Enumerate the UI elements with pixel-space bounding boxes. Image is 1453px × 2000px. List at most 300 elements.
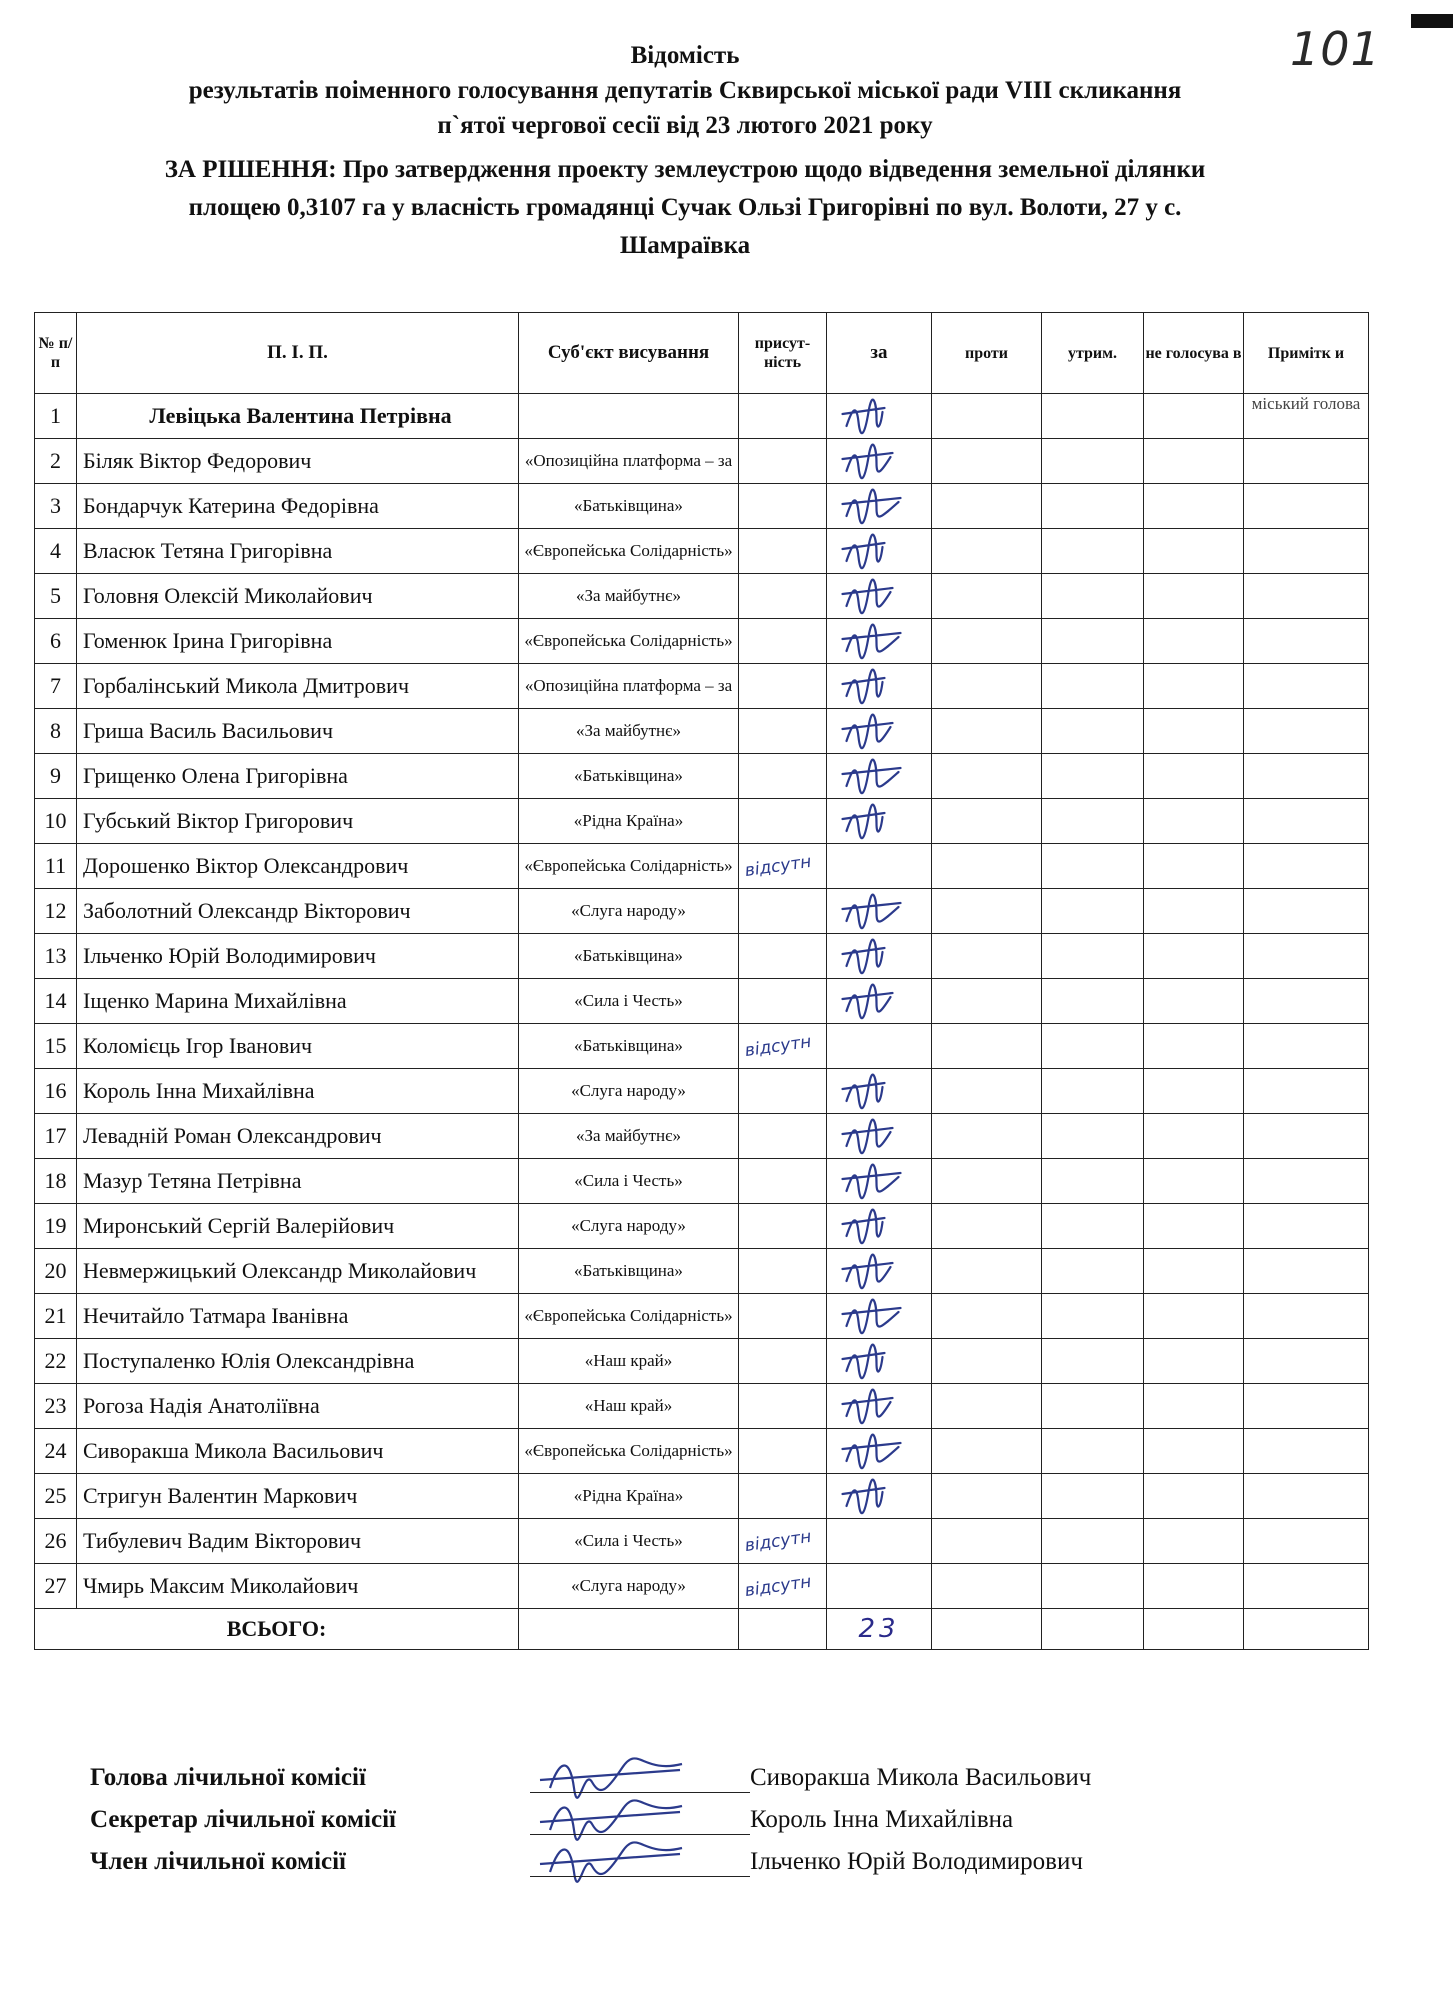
vote-against-cell xyxy=(932,664,1042,709)
nominating-party: «Слуга народу» xyxy=(519,1564,739,1609)
row-number: 2 xyxy=(35,439,77,484)
vote-for-cell xyxy=(827,754,932,799)
deputy-name: Головня Олексій Миколайович xyxy=(77,574,519,619)
vote-for-cell xyxy=(827,799,932,844)
table-row xyxy=(35,844,1369,889)
note-cell xyxy=(1244,1024,1369,1069)
table-row xyxy=(35,1429,1369,1474)
vote-for-cell xyxy=(827,574,932,619)
vote-for-cell xyxy=(827,1069,932,1114)
note-cell xyxy=(1244,1474,1369,1519)
not-voted-cell xyxy=(1144,1294,1244,1339)
presence-cell xyxy=(739,529,827,574)
note-cell: міський голова xyxy=(1244,394,1369,439)
table-row xyxy=(35,754,1369,799)
vote-abstain-cell xyxy=(1042,439,1144,484)
nominating-party: «Слуга народу» xyxy=(519,1069,739,1114)
vote-abstain-cell xyxy=(1042,934,1144,979)
table-row xyxy=(35,394,1369,439)
table-row xyxy=(35,664,1369,709)
table-row xyxy=(35,1204,1369,1249)
row-number: 13 xyxy=(35,934,77,979)
vote-abstain-cell xyxy=(1042,799,1144,844)
vote-abstain-cell xyxy=(1042,1429,1144,1474)
nominating-party: «Рідна Країна» xyxy=(519,799,739,844)
commission-row-member xyxy=(90,1842,1290,1884)
row-number: 20 xyxy=(35,1249,77,1294)
decision-text xyxy=(20,151,1350,265)
presence-cell xyxy=(739,574,827,619)
signature-line xyxy=(530,1876,750,1877)
note-cell xyxy=(1244,664,1369,709)
note-cell xyxy=(1244,799,1369,844)
row-number: 10 xyxy=(35,799,77,844)
presence-cell xyxy=(739,1519,827,1564)
vote-abstain-cell xyxy=(1042,709,1144,754)
deputy-name: Гоменюк Ірина Григорівна xyxy=(77,619,519,664)
note-cell xyxy=(1244,844,1369,889)
deputy-name: Грищенко Олена Григорівна xyxy=(77,754,519,799)
note-cell xyxy=(1244,439,1369,484)
commission-role: Член лічильної комісії xyxy=(90,1848,347,1875)
not-voted-cell xyxy=(1144,979,1244,1024)
note-cell xyxy=(1244,529,1369,574)
presence-cell xyxy=(739,1564,827,1609)
deputy-name: Ільченко Юрій Володимирович xyxy=(77,934,519,979)
row-number: 6 xyxy=(35,619,77,664)
row-number: 18 xyxy=(35,1159,77,1204)
note-cell xyxy=(1244,1159,1369,1204)
vote-abstain-cell xyxy=(1042,484,1144,529)
col-header-party: Суб'єкт висування xyxy=(519,313,739,394)
vote-against-cell xyxy=(932,1249,1042,1294)
deputy-name: Чмирь Максим Миколайович xyxy=(77,1564,519,1609)
row-number: 1 xyxy=(35,394,77,439)
deputy-name: Заболотний Олександр Вікторович xyxy=(77,889,519,934)
row-number: 4 xyxy=(35,529,77,574)
deputy-name: Бондарчук Катерина Федорівна xyxy=(77,484,519,529)
table-header-row xyxy=(35,313,1369,394)
presence-cell xyxy=(739,619,827,664)
deputy-name: Гриша Василь Васильович xyxy=(77,709,519,754)
decision-line-2: площею 0,3107 га у власність громадянці Сучак Ользі Григорівні по вул. Волоти, 27 у с. xyxy=(188,194,1182,221)
vote-for-cell xyxy=(827,394,932,439)
not-voted-cell xyxy=(1144,844,1244,889)
table-row xyxy=(35,1249,1369,1294)
presence-cell xyxy=(739,1159,827,1204)
vote-for-cell xyxy=(827,1519,932,1564)
vote-against-cell xyxy=(932,754,1042,799)
deputy-name: Власюк Тетяна Григорівна xyxy=(77,529,519,574)
vote-for-cell xyxy=(827,619,932,664)
table-row xyxy=(35,934,1369,979)
commission-member-name: Сиворакша Микола Васильович xyxy=(750,1764,1092,1791)
vote-abstain-cell xyxy=(1042,1114,1144,1159)
signature-line xyxy=(530,1834,750,1835)
nominating-party: «Європейська Солідарність» xyxy=(519,1294,739,1339)
vote-table-body xyxy=(35,394,1369,1609)
document-subtitle-line-2: п`ятої чергової сесії від 23 лютого 2021 року xyxy=(437,112,933,139)
deputy-name: Миронський Сергій Валерійович xyxy=(77,1204,519,1249)
nominating-party: «Батьківщина» xyxy=(519,754,739,799)
counting-commission xyxy=(90,1758,1290,1884)
table-row xyxy=(35,1069,1369,1114)
not-voted-cell xyxy=(1144,1474,1244,1519)
total-against-cell xyxy=(932,1609,1042,1650)
nominating-party: «Європейська Солідарність» xyxy=(519,1429,739,1474)
col-header-for: за xyxy=(827,313,932,394)
vote-abstain-cell xyxy=(1042,1069,1144,1114)
not-voted-cell xyxy=(1144,1384,1244,1429)
page-number: 101 xyxy=(1290,22,1381,76)
vote-table xyxy=(34,312,1369,1650)
deputy-name: Губський Віктор Григорович xyxy=(77,799,519,844)
vote-for-cell xyxy=(827,709,932,754)
row-number: 14 xyxy=(35,979,77,1024)
handwritten-absent-note: відсутн xyxy=(743,851,813,882)
vote-abstain-cell xyxy=(1042,979,1144,1024)
nominating-party: «За майбутнє» xyxy=(519,574,739,619)
nominating-party: «Опозиційна платформа – за xyxy=(519,439,739,484)
presence-cell xyxy=(739,844,827,889)
deputy-name: Поступаленко Юлія Олександрівна xyxy=(77,1339,519,1384)
note-cell xyxy=(1244,1564,1369,1609)
deputy-name: Дорошенко Віктор Олександрович xyxy=(77,844,519,889)
vote-against-cell xyxy=(932,979,1042,1024)
nominating-party: «Батьківщина» xyxy=(519,1249,739,1294)
table-row xyxy=(35,1384,1369,1429)
commission-member-name: Ільченко Юрій Володимирович xyxy=(750,1848,1083,1875)
vote-abstain-cell xyxy=(1042,1024,1144,1069)
presence-cell xyxy=(739,1204,827,1249)
nominating-party: «За майбутнє» xyxy=(519,1114,739,1159)
vote-against-cell xyxy=(932,484,1042,529)
vote-abstain-cell xyxy=(1042,619,1144,664)
not-voted-cell xyxy=(1144,1159,1244,1204)
vote-for-cell xyxy=(827,889,932,934)
vote-for-cell xyxy=(827,1294,932,1339)
presence-cell xyxy=(739,664,827,709)
table-row xyxy=(35,1294,1369,1339)
row-number: 7 xyxy=(35,664,77,709)
scan-edge-mark xyxy=(1411,14,1453,28)
presence-cell xyxy=(739,1429,827,1474)
vote-against-cell xyxy=(932,1384,1042,1429)
nominating-party: «Батьківщина» xyxy=(519,484,739,529)
presence-cell xyxy=(739,889,827,934)
vote-abstain-cell xyxy=(1042,1204,1144,1249)
nominating-party: «Наш край» xyxy=(519,1384,739,1429)
deputy-name: Король Інна Михайлівна xyxy=(77,1069,519,1114)
vote-abstain-cell xyxy=(1042,1339,1144,1384)
vote-for-cell xyxy=(827,1159,932,1204)
commission-role: Голова лічильної комісії xyxy=(90,1764,366,1791)
nominating-party: «Європейська Солідарність» xyxy=(519,844,739,889)
table-row xyxy=(35,799,1369,844)
presence-cell xyxy=(739,1474,827,1519)
vote-for-cell xyxy=(827,529,932,574)
deputy-name: Коломієць Ігор Іванович xyxy=(77,1024,519,1069)
not-voted-cell xyxy=(1144,1024,1244,1069)
vote-against-cell xyxy=(932,709,1042,754)
note-cell xyxy=(1244,754,1369,799)
vote-against-cell xyxy=(932,889,1042,934)
vote-abstain-cell xyxy=(1042,664,1144,709)
presence-cell xyxy=(739,1024,827,1069)
nominating-party: «Сила і Честь» xyxy=(519,979,739,1024)
vote-against-cell xyxy=(932,799,1042,844)
vote-for-cell xyxy=(827,439,932,484)
note-cell xyxy=(1244,1114,1369,1159)
vote-against-cell xyxy=(932,1564,1042,1609)
nominating-party: «Європейська Солідарність» xyxy=(519,529,739,574)
note-cell xyxy=(1244,619,1369,664)
vote-abstain-cell xyxy=(1042,1249,1144,1294)
vote-abstain-cell xyxy=(1042,844,1144,889)
vote-for-cell xyxy=(827,1249,932,1294)
presence-cell xyxy=(739,709,827,754)
table-row xyxy=(35,1564,1369,1609)
vote-for-cell xyxy=(827,1339,932,1384)
table-row xyxy=(35,1474,1369,1519)
presence-cell xyxy=(739,1294,827,1339)
presence-cell xyxy=(739,484,827,529)
table-row xyxy=(35,619,1369,664)
table-row xyxy=(35,484,1369,529)
document-subtitle-line-1: результатів поіменного голосування депутатів Сквирської міської ради VIII скликання xyxy=(188,77,1182,104)
note-cell xyxy=(1244,574,1369,619)
vote-abstain-cell xyxy=(1042,529,1144,574)
vote-for-cell xyxy=(827,979,932,1024)
vote-against-cell xyxy=(932,619,1042,664)
table-row xyxy=(35,1024,1369,1069)
table-row xyxy=(35,1114,1369,1159)
table-row xyxy=(35,1159,1369,1204)
row-number: 22 xyxy=(35,1339,77,1384)
note-cell xyxy=(1244,934,1369,979)
not-voted-cell xyxy=(1144,484,1244,529)
presence-cell xyxy=(739,394,827,439)
row-number: 24 xyxy=(35,1429,77,1474)
vote-abstain-cell xyxy=(1042,889,1144,934)
presence-cell xyxy=(739,799,827,844)
nominating-party: «Сила і Честь» xyxy=(519,1159,739,1204)
row-number: 8 xyxy=(35,709,77,754)
commission-row-secretary xyxy=(90,1800,1290,1842)
presence-cell xyxy=(739,1114,827,1159)
vote-against-cell xyxy=(932,844,1042,889)
vote-for-cell xyxy=(827,484,932,529)
note-cell xyxy=(1244,1384,1369,1429)
nominating-party: «За майбутнє» xyxy=(519,709,739,754)
decision-line-1: ЗА РІШЕННЯ: Про затвердження проекту землеустрою щодо відведення земельної ділянки xyxy=(164,156,1206,183)
vote-against-cell xyxy=(932,1294,1042,1339)
vote-against-cell xyxy=(932,1204,1042,1249)
deputy-name: Невмержицький Олександр Миколайович xyxy=(77,1249,519,1294)
vote-abstain-cell xyxy=(1042,574,1144,619)
nominating-party: «Європейська Солідарність» xyxy=(519,619,739,664)
row-number: 12 xyxy=(35,889,77,934)
vote-against-cell xyxy=(932,1474,1042,1519)
vote-against-cell xyxy=(932,394,1042,439)
note-cell xyxy=(1244,1204,1369,1249)
row-number: 9 xyxy=(35,754,77,799)
not-voted-cell xyxy=(1144,1069,1244,1114)
note-cell xyxy=(1244,979,1369,1024)
vote-for-cell xyxy=(827,844,932,889)
table-row xyxy=(35,529,1369,574)
row-number: 3 xyxy=(35,484,77,529)
deputy-name: Іщенко Марина Михайлівна xyxy=(77,979,519,1024)
not-voted-cell xyxy=(1144,1519,1244,1564)
col-header-abstain: утрим. xyxy=(1042,313,1144,394)
row-number: 17 xyxy=(35,1114,77,1159)
total-for-value: 23 xyxy=(827,1609,932,1650)
deputy-name: Стригун Валентин Маркович xyxy=(77,1474,519,1519)
row-number: 11 xyxy=(35,844,77,889)
note-cell xyxy=(1244,1519,1369,1564)
vote-against-cell xyxy=(932,1069,1042,1114)
vote-against-cell xyxy=(932,1114,1042,1159)
deputy-name: Левадній Роман Олександрович xyxy=(77,1114,519,1159)
nominating-party xyxy=(519,394,739,439)
row-number: 16 xyxy=(35,1069,77,1114)
presence-cell xyxy=(739,439,827,484)
not-voted-cell xyxy=(1144,1564,1244,1609)
handwritten-absent-note: відсутн xyxy=(743,1571,813,1602)
vote-for-cell xyxy=(827,1429,932,1474)
vote-abstain-cell xyxy=(1042,1564,1144,1609)
vote-against-cell xyxy=(932,1339,1042,1384)
note-cell xyxy=(1244,1294,1369,1339)
deputy-name: Біляк Віктор Федорович xyxy=(77,439,519,484)
vote-abstain-cell xyxy=(1042,754,1144,799)
deputy-name: Сиворакша Микола Васильович xyxy=(77,1429,519,1474)
nominating-party: «Сила і Честь» xyxy=(519,1519,739,1564)
row-number: 5 xyxy=(35,574,77,619)
deputy-name: Нечитайло Татмара Іванівна xyxy=(77,1294,519,1339)
vote-abstain-cell xyxy=(1042,1474,1144,1519)
vote-against-cell xyxy=(932,1519,1042,1564)
row-number: 21 xyxy=(35,1294,77,1339)
note-cell xyxy=(1244,709,1369,754)
not-voted-cell xyxy=(1144,1249,1244,1294)
document-header xyxy=(20,38,1350,265)
not-voted-cell xyxy=(1144,1204,1244,1249)
vote-for-cell xyxy=(827,664,932,709)
deputy-name: Рогоза Надія Анатоліївна xyxy=(77,1384,519,1429)
deputy-name: Левіцька Валентина Петрівна xyxy=(77,394,519,439)
note-cell xyxy=(1244,1249,1369,1294)
row-number: 27 xyxy=(35,1564,77,1609)
note-cell xyxy=(1244,484,1369,529)
row-number: 19 xyxy=(35,1204,77,1249)
not-voted-cell xyxy=(1144,1339,1244,1384)
vote-for-cell xyxy=(827,1564,932,1609)
handwritten-absent-note: відсутн xyxy=(743,1031,813,1062)
col-header-notes: Примітк и xyxy=(1244,313,1369,394)
nominating-party: «Батьківщина» xyxy=(519,1024,739,1069)
vote-for-cell xyxy=(827,1474,932,1519)
note-cell xyxy=(1244,1339,1369,1384)
commission-row-chair xyxy=(90,1758,1290,1800)
total-label: ВСЬОГО: xyxy=(35,1609,519,1650)
vote-for-cell xyxy=(827,934,932,979)
vote-against-cell xyxy=(932,1429,1042,1474)
not-voted-cell xyxy=(1144,1114,1244,1159)
vote-against-cell xyxy=(932,934,1042,979)
document-title: Відомість xyxy=(630,42,740,69)
nominating-party: «Слуга народу» xyxy=(519,889,739,934)
nominating-party: «Батьківщина» xyxy=(519,934,739,979)
not-voted-cell xyxy=(1144,754,1244,799)
not-voted-cell xyxy=(1144,934,1244,979)
vote-for-cell xyxy=(827,1024,932,1069)
handwritten-absent-note: відсутн xyxy=(743,1526,813,1557)
not-voted-cell xyxy=(1144,574,1244,619)
vote-against-cell xyxy=(932,574,1042,619)
col-header-num: № п/п xyxy=(35,313,77,394)
vote-for-cell xyxy=(827,1114,932,1159)
vote-abstain-cell xyxy=(1042,1519,1144,1564)
vote-abstain-cell xyxy=(1042,1159,1144,1204)
table-row xyxy=(35,1339,1369,1384)
vote-abstain-cell xyxy=(1042,1294,1144,1339)
commission-role: Секретар лічильної комісії xyxy=(90,1806,396,1833)
total-not-voted-cell xyxy=(1144,1609,1244,1650)
vote-against-cell xyxy=(932,1159,1042,1204)
nominating-party: «Слуга народу» xyxy=(519,1204,739,1249)
presence-cell xyxy=(739,1339,827,1384)
not-voted-cell xyxy=(1144,619,1244,664)
table-row xyxy=(35,889,1369,934)
col-header-present: присут- ність xyxy=(739,313,827,394)
nominating-party: «Опозиційна платформа – за xyxy=(519,664,739,709)
total-present-cell xyxy=(739,1609,827,1650)
table-row xyxy=(35,979,1369,1024)
vote-for-cell xyxy=(827,1384,932,1429)
row-number: 15 xyxy=(35,1024,77,1069)
vote-against-cell xyxy=(932,529,1042,574)
vote-against-cell xyxy=(932,1024,1042,1069)
presence-cell xyxy=(739,1384,827,1429)
decision-line-3: Шамраївка xyxy=(619,232,751,259)
signature-line xyxy=(530,1792,750,1793)
vote-for-cell xyxy=(827,1204,932,1249)
table-row xyxy=(35,439,1369,484)
not-voted-cell xyxy=(1144,1429,1244,1474)
presence-cell xyxy=(739,979,827,1024)
presence-cell xyxy=(739,934,827,979)
vote-abstain-cell xyxy=(1042,394,1144,439)
deputy-name: Горбалінський Микола Дмитрович xyxy=(77,664,519,709)
nominating-party: «Наш край» xyxy=(519,1339,739,1384)
not-voted-cell xyxy=(1144,439,1244,484)
presence-cell xyxy=(739,1249,827,1294)
vote-abstain-cell xyxy=(1042,1384,1144,1429)
col-header-against: проти xyxy=(932,313,1042,394)
note-cell xyxy=(1244,1429,1369,1474)
note-cell xyxy=(1244,1069,1369,1114)
vote-against-cell xyxy=(932,439,1042,484)
not-voted-cell xyxy=(1144,889,1244,934)
total-row xyxy=(35,1609,1369,1650)
presence-cell xyxy=(739,1069,827,1114)
presence-cell xyxy=(739,754,827,799)
table-row xyxy=(35,574,1369,619)
col-header-not-voted: не голосува в xyxy=(1144,313,1244,394)
note-cell xyxy=(1244,889,1369,934)
